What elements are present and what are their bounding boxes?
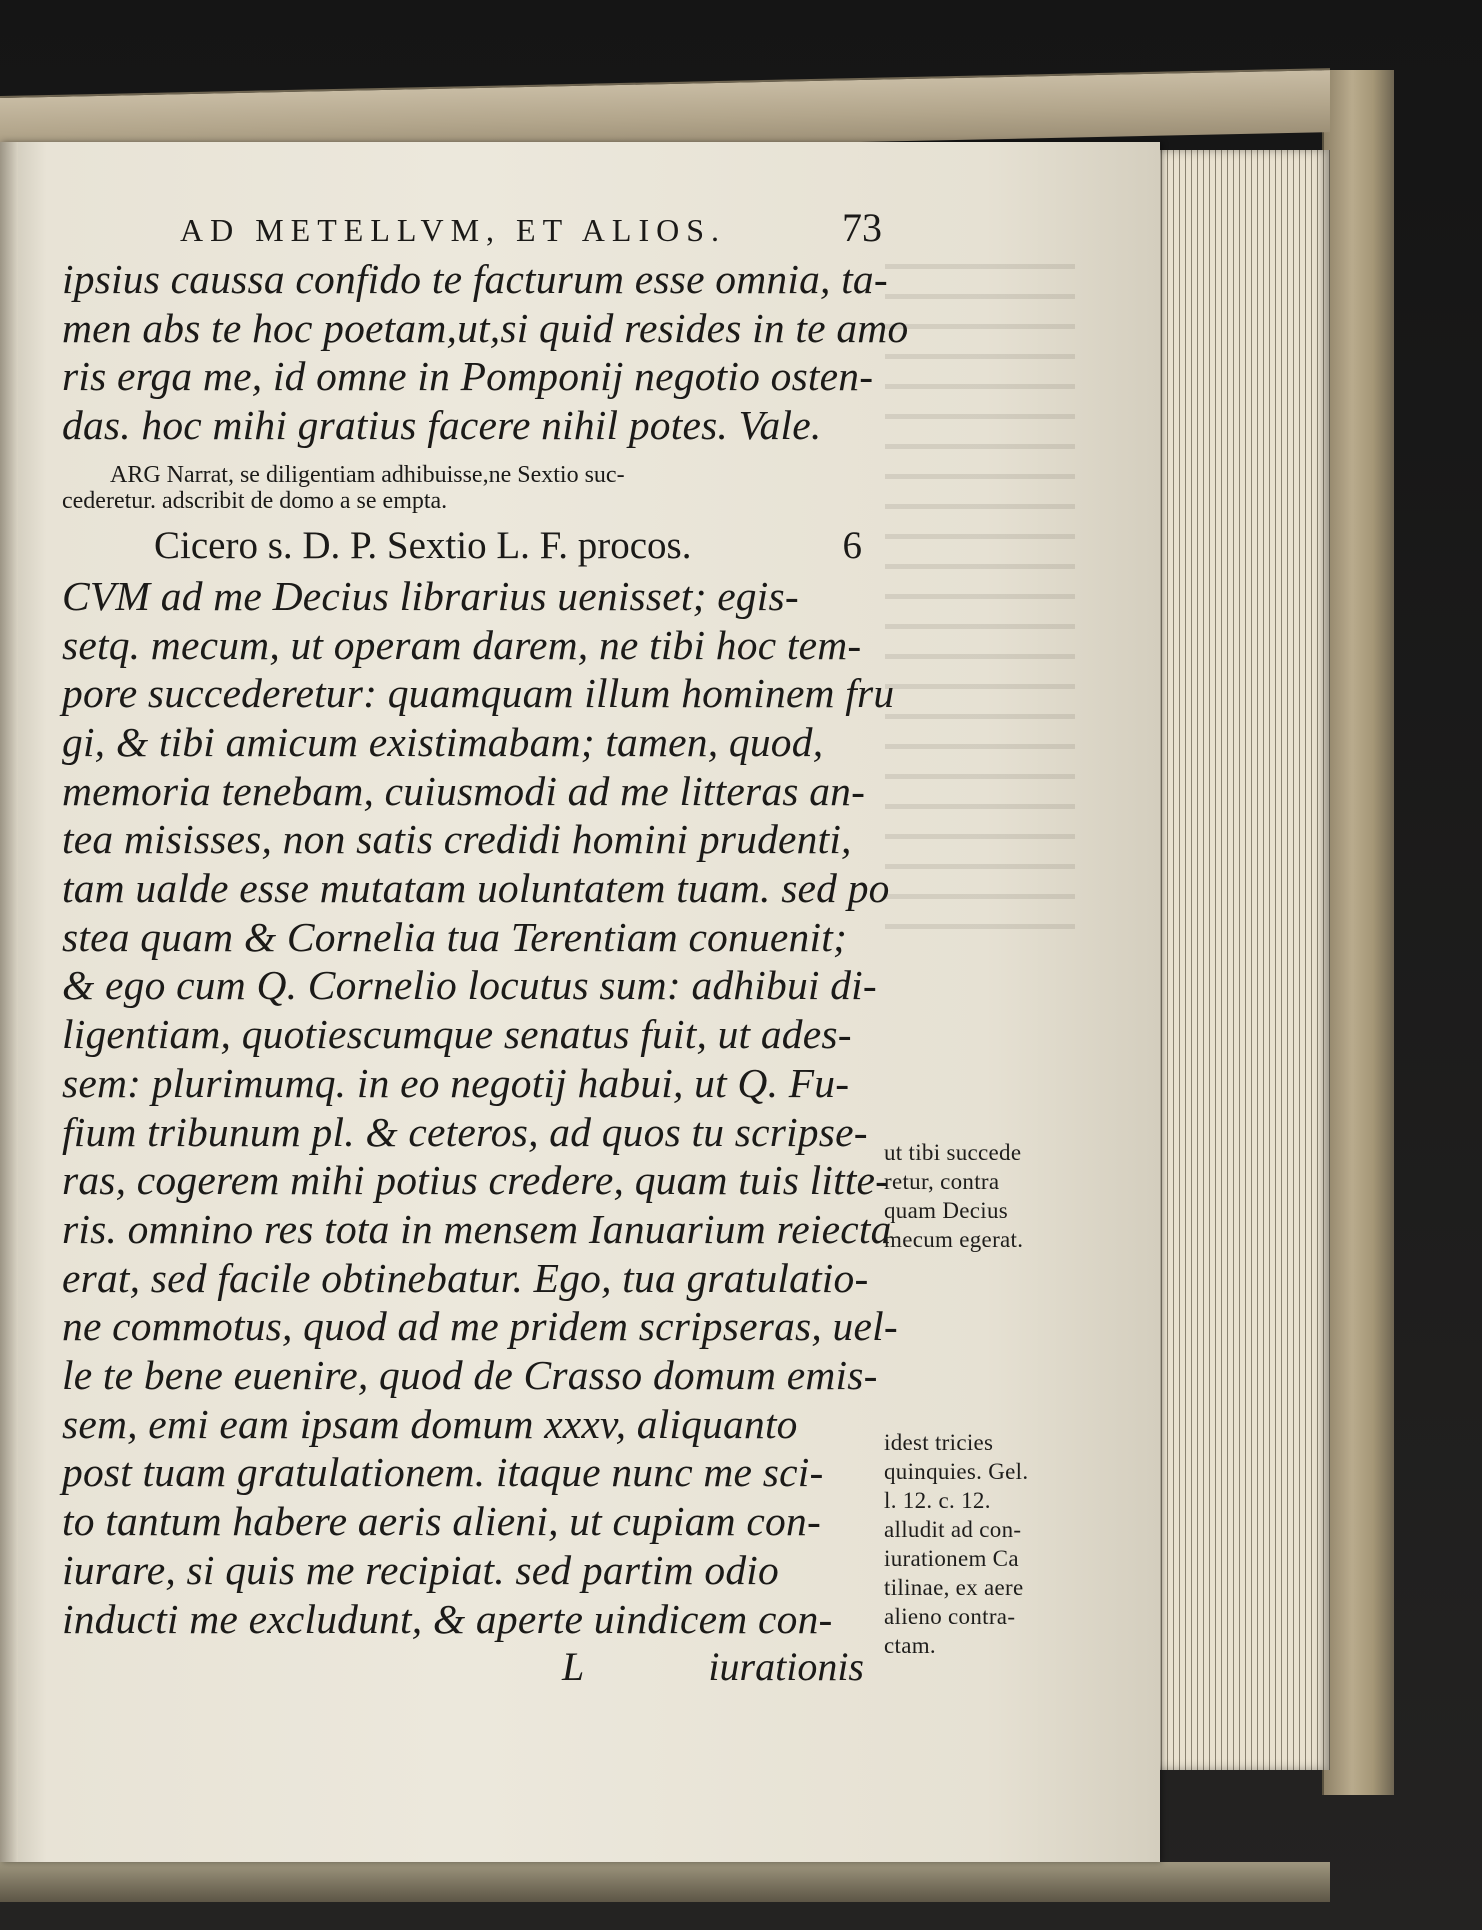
book-spine	[1322, 70, 1394, 1795]
text-line: CVM ad me Decius librarius uenisset; egis-	[62, 572, 799, 619]
text-line: men abs te hoc poetam,ut,si quid resides in te amo	[62, 304, 909, 351]
text-line: tea misisses, non satis credidi homini prudenti,	[62, 816, 852, 863]
margin-note-line: l. 12. c. 12.	[884, 1488, 991, 1513]
letter-body	[62, 572, 898, 1643]
margin-note-gellius	[884, 1428, 1084, 1660]
text-line: ipsius caussa confido te facturum esse omnia, ta-	[62, 256, 888, 302]
text-line: ris erga me, id omne in Pomponij negotio osten-	[62, 353, 874, 400]
text-line: memoria tenebam, cuiusmodi ad me litteras an-	[62, 767, 866, 814]
text-line: post tuam gratulationem. itaque nunc me sci-	[62, 1449, 824, 1496]
margin-note-line: quam Decius	[884, 1198, 1009, 1223]
signature-mark: L	[562, 1644, 585, 1690]
margin-note-line: quinquies. Gel.	[884, 1459, 1029, 1484]
text-line: ras, cogerem mihi potius credere, quam tuis litte-	[62, 1157, 890, 1204]
text-line: to tantum habere aeris alieni, ut cupiam con-	[62, 1498, 821, 1545]
letter-heading-text: Cicero s. D. P. Sextio L. F. procos.	[154, 523, 692, 567]
previous-letter-ending	[62, 255, 909, 450]
margin-note-line: idest tricies	[884, 1430, 994, 1455]
running-head-title: AD METELLVM, ET ALIOS.	[180, 212, 726, 248]
text-line: ne commotus, quod ad me pridem scripseras, uel-	[62, 1303, 898, 1350]
margin-note-line: retur, contra	[884, 1169, 1000, 1194]
margin-note-line: ut tibi succede	[884, 1140, 1022, 1165]
argument-line: ARG Narrat, se diligentiam adhibuisse,ne Sextio suc-	[110, 461, 625, 488]
catchword: iurationis	[708, 1644, 864, 1690]
text-line: das. hoc mihi gratius facere nihil potes. Vale.	[62, 402, 822, 449]
margin-note-line: mecum egerat.	[884, 1227, 1024, 1252]
text-line: pore succederetur: quamquam illum hominem fru	[62, 670, 895, 717]
text-line: inducti me excludunt, & aperte uindicem con-	[62, 1595, 833, 1642]
margin-note-line: alieno contra-	[884, 1604, 1016, 1629]
text-line: & ego cum Q. Cornelio locutus sum: adhibui di-	[62, 962, 877, 1009]
text-line: sem, emi eam ipsam domum xxxv, aliquanto	[62, 1400, 798, 1447]
argument-summary	[62, 462, 882, 514]
text-line: iurare, si quis me recipiat. sed partim odio	[62, 1546, 779, 1593]
book-bottom-edge	[0, 1862, 1330, 1902]
main-text-column	[62, 204, 909, 1691]
text-line: stea quam & Cornelia tua Terentiam conuenit;	[62, 913, 847, 960]
page-edges	[1150, 150, 1330, 1770]
text-line: fium tribunum pl. & ceteros, ad quos tu scripse-	[62, 1108, 868, 1155]
text-line: gi, & tibi amicum existimabam; tamen, quod,	[62, 718, 824, 765]
argument-line: cederetur. adscribit de domo a se empta.	[62, 487, 448, 514]
text-line: tam ualde esse mutatam uoluntatem tuam. sed po	[62, 865, 890, 912]
margin-note-line: tilinae, ex aere	[884, 1575, 1024, 1600]
text-line: ligentiam, quotiescumque senatus fuit, ut ades-	[62, 1011, 852, 1058]
margin-note-line: ctam.	[884, 1633, 936, 1658]
letter-heading	[62, 520, 882, 572]
page-gutter	[0, 142, 18, 1862]
show-through-text	[885, 250, 1075, 940]
margin-note-line: alludit ad con-	[884, 1517, 1022, 1542]
text-line: erat, sed facile obtinebatur. Ego, tua gratulatio-	[62, 1254, 869, 1301]
margin-note-line: iurationem Ca	[884, 1546, 1019, 1571]
text-line: le te bene euenire, quod de Crasso domum emis-	[62, 1352, 878, 1399]
text-line: sem: plurimumq. in eo negotij habui, ut Q. Fu-	[62, 1059, 850, 1106]
letter-number: 6	[842, 523, 862, 567]
text-line: setq. mecum, ut operam darem, ne tibi hoc tem-	[62, 621, 862, 668]
margin-note-decius	[884, 1138, 1084, 1254]
page-footer	[62, 1643, 882, 1691]
text-line: ris. omnino res tota in mensem Ianuarium reiecta	[62, 1205, 892, 1252]
page-number: 73	[842, 205, 882, 250]
running-head	[62, 204, 882, 251]
